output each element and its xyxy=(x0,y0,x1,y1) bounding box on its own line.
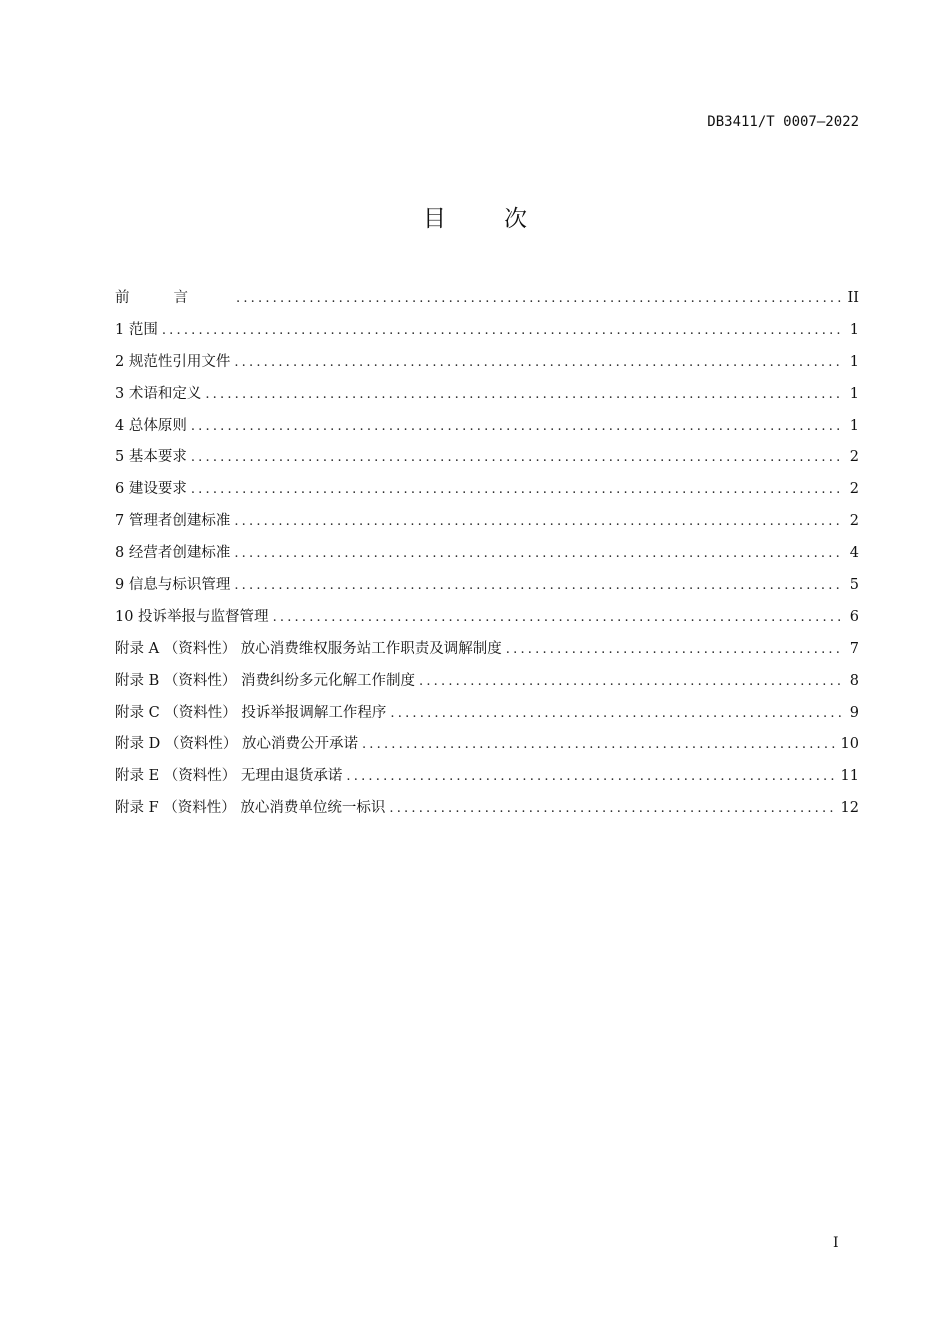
toc-leader-dots xyxy=(234,355,843,370)
toc-entry-page: 8 xyxy=(849,672,859,689)
toc-entry-label: 附录 D （资料性） 放心消费公开承诺 xyxy=(115,736,358,753)
toc-entry-1[interactable] xyxy=(115,318,859,350)
toc-leader-dots xyxy=(346,769,836,784)
toc-entry-label: 附录 E （资料性） 无理由退货承诺 xyxy=(115,768,343,785)
toc-entry-page: 7 xyxy=(849,640,859,657)
toc-entry-label: 附录 B （资料性） 消费纠纷多元化解工作制度 xyxy=(115,672,415,689)
toc-entry-8[interactable] xyxy=(115,541,859,573)
toc-entry-9[interactable] xyxy=(115,573,859,605)
toc-entry-label: 10 投诉举报与监督管理 xyxy=(115,608,269,625)
toc-leader-dots xyxy=(389,801,836,816)
toc-entry-page: 2 xyxy=(849,513,859,530)
toc-entry-page: II xyxy=(847,290,859,306)
page-number: I xyxy=(833,1235,839,1251)
toc-entry-page: 2 xyxy=(849,449,859,466)
toc-entry-label: 1 范围 xyxy=(115,321,158,338)
toc-entry-6[interactable] xyxy=(115,477,859,509)
toc-entry-3[interactable] xyxy=(115,382,859,414)
toc-leader-dots xyxy=(273,610,843,625)
toc-entry-label: 2 规范性引用文件 xyxy=(115,353,231,370)
toc-entry-label: 9 信息与标识管理 xyxy=(115,577,231,594)
toc-entry-appendix-d[interactable] xyxy=(115,732,859,764)
toc-entry-appendix-e[interactable] xyxy=(115,764,859,796)
toc-leader-dots xyxy=(390,706,843,721)
toc-leader-dots xyxy=(362,737,837,752)
toc-leader-dots xyxy=(234,546,843,561)
toc-leader-dots xyxy=(506,642,843,657)
toc-entry-appendix-a[interactable] xyxy=(115,637,859,669)
document-code: DB3411/T 0007—2022 xyxy=(707,114,859,130)
toc-title-char-2: 次 xyxy=(504,206,527,232)
toc-entry-label: 附录 F （资料性） 放心消费单位统一标识 xyxy=(115,800,386,817)
toc-entry-label: 前言 xyxy=(115,290,232,306)
toc-entry-label: 附录 C （资料性） 投诉举报调解工作程序 xyxy=(115,704,387,721)
toc-entry-page: 1 xyxy=(849,353,859,370)
toc-entry-page: 1 xyxy=(849,321,859,338)
toc-entry-page: 5 xyxy=(849,577,859,594)
toc-leader-dots xyxy=(191,450,843,465)
toc-entry-10[interactable] xyxy=(115,605,859,637)
toc-entry-label: 附录 A （资料性） 放心消费维权服务站工作职责及调解制度 xyxy=(115,640,502,657)
toc-entry-2[interactable] xyxy=(115,350,859,382)
toc-leader-dots xyxy=(236,291,843,306)
toc-entry-page: 9 xyxy=(849,704,859,721)
toc-entry-label: 6 建设要求 xyxy=(115,481,187,498)
toc-leader-dots xyxy=(191,419,843,434)
toc-entry-foreword[interactable] xyxy=(115,286,859,318)
toc-entry-label: 5 基本要求 xyxy=(115,449,187,466)
toc-entry-label: 3 术语和定义 xyxy=(115,385,202,402)
toc-leader-dots xyxy=(191,482,843,497)
toc-entry-page: 6 xyxy=(849,608,859,625)
toc-title-char-1: 目 xyxy=(423,206,446,232)
toc-leader-dots xyxy=(234,578,843,593)
toc-leader-dots xyxy=(234,514,843,529)
toc-title xyxy=(0,200,950,233)
toc-leader-dots xyxy=(205,387,843,402)
toc-entry-label: 8 经营者创建标准 xyxy=(115,545,231,562)
toc-entry-7[interactable] xyxy=(115,509,859,541)
toc-entry-appendix-f[interactable] xyxy=(115,796,859,828)
toc-entry-page: 12 xyxy=(840,800,859,817)
toc-entry-4[interactable] xyxy=(115,414,859,446)
toc-entry-page: 4 xyxy=(849,545,859,562)
toc-entry-page: 10 xyxy=(840,736,859,753)
toc-entry-page: 1 xyxy=(849,385,859,402)
toc-entry-appendix-b[interactable] xyxy=(115,669,859,701)
toc-entry-page: 1 xyxy=(849,417,859,434)
toc-entry-page: 2 xyxy=(849,481,859,498)
toc-leader-dots xyxy=(419,674,843,689)
toc-entry-page: 11 xyxy=(840,768,859,785)
toc-entry-label: 7 管理者创建标准 xyxy=(115,513,231,530)
toc-leader-dots xyxy=(162,323,843,338)
toc-entry-appendix-c[interactable] xyxy=(115,701,859,733)
toc-entry-label: 4 总体原则 xyxy=(115,417,187,434)
toc-list xyxy=(115,286,859,828)
toc-entry-5[interactable] xyxy=(115,445,859,477)
